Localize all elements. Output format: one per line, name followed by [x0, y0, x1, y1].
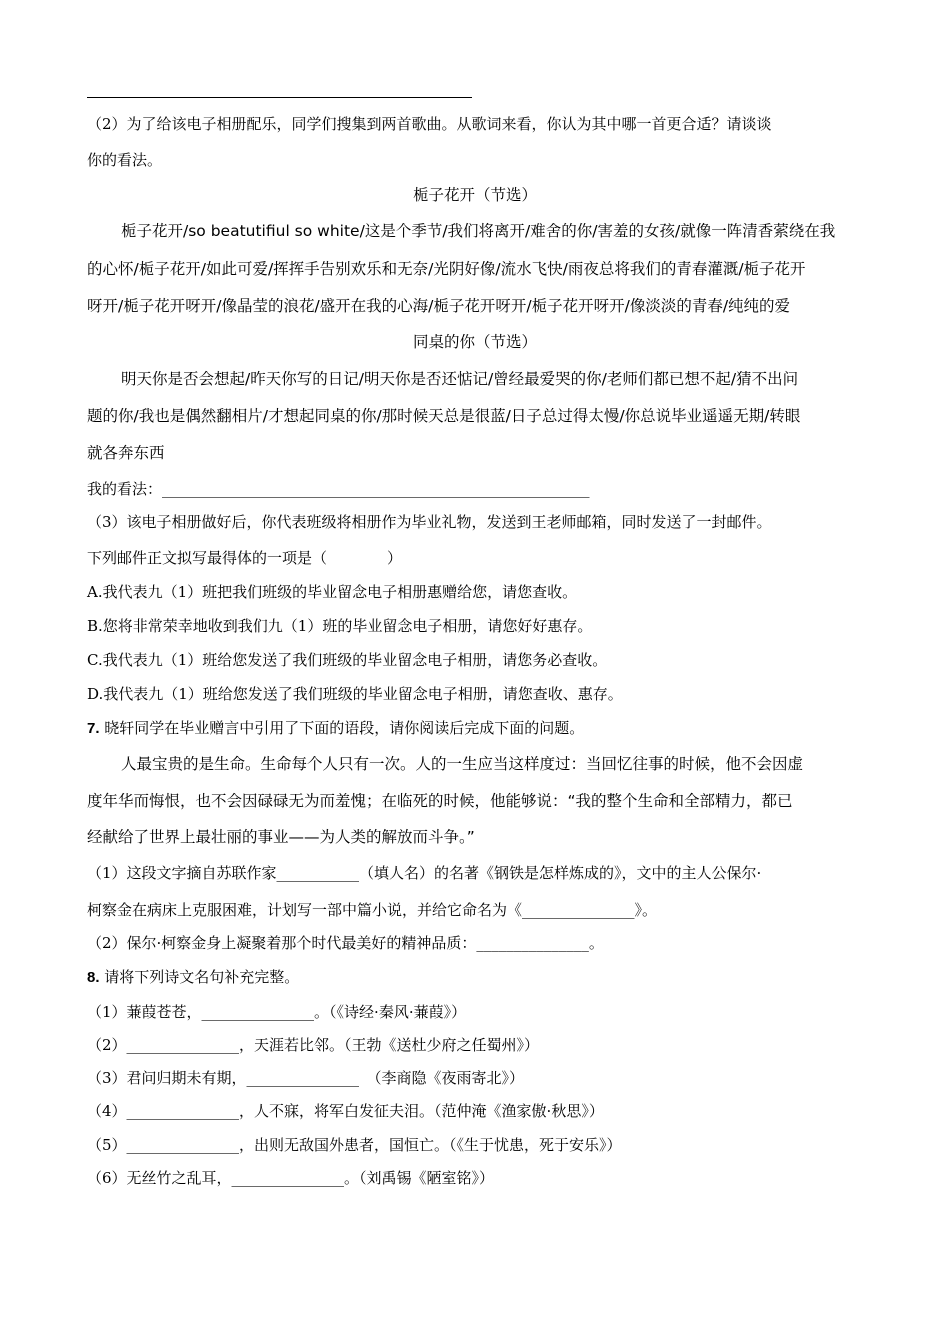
q8-item: （6）无丝竹之乱耳，_______________。（刘禹锡《陋室铭》）: [87, 1169, 495, 1187]
q7-part2: （2）保尔·柯察金身上凝聚着那个时代最美好的精神品质：_______________。: [87, 934, 604, 952]
option-d: D.我代表九（1）班给您发送了我们班级的毕业留念电子相册，请您查收、惠存。: [87, 685, 623, 703]
q8-item: （4）_______________，人不寐，将军白发征夫泪。（范仲淹《渔家傲·秋思》）: [87, 1102, 604, 1120]
song1-title: 栀子花开（节选）: [412, 186, 537, 204]
q6-part2-line2: 你的看法。: [87, 151, 163, 169]
q8-item: （2）_______________，天涯若比邻。（王勃《送杜少府之任蜀州》）: [87, 1036, 540, 1054]
q7-passage-line: 经献给了世界上最壮丽的事业——为人类的解放而斗争。”: [87, 828, 475, 846]
question-7-text: 晓轩同学在毕业赠言中引用了下面的语段，请你阅读后完成下面的问题。: [99, 719, 585, 737]
question-8-number: 8.: [87, 969, 100, 986]
option-c: C.我代表九（1）班给您发送了我们班级的毕业留念电子相册，请您务必查收。: [87, 651, 608, 669]
song2-title: 同桌的你（节选）: [412, 333, 537, 351]
question-8-text: 请将下列诗文名句补充完整。: [99, 968, 300, 986]
song2-line: 就各奔东西: [87, 444, 165, 462]
q8-item: （5）_______________，出则无敌国外患者，国恒亡。（《生于忧患，死于安乐》）: [87, 1136, 622, 1154]
song2-line: 明天你是否会想起/昨天你写的日记/明天你是否还惦记/曾经最爱哭的你/老师们都已想不起/猜不出问: [121, 370, 799, 388]
q6-part3-line2: 下列邮件正文拟写最得体的一项是（ ）: [87, 549, 403, 567]
my-view-answer-line: 我的看法：_________________________________________________________: [87, 480, 590, 498]
question-8-stem: [87, 967, 867, 988]
option-a: A.我代表九（1）班把我们班级的毕业留念电子相册惠赠给您，请您查收。: [87, 583, 578, 601]
option-b: B.您将非常荣幸地收到我们九（1）班的毕业留念电子相册，请您好好惠存。: [87, 617, 593, 635]
q7-passage-line: 人最宝贵的是生命。生命每个人只有一次。人的一生应当这样度过：当回忆往事的时候，他不会因虚: [121, 755, 804, 773]
q7-passage-line: 度年华而悔恨，也不会因碌碌无为而羞愧；在临死的时候，他能够说：“我的整个生命和全部精力，都已: [87, 792, 793, 810]
question-7-stem: [87, 718, 867, 739]
question-7-number: 7.: [87, 720, 100, 737]
song1-line: 呀开/栀子花开呀开/像晶莹的浪花/盛开在我的心海/栀子花开呀开/栀子花开呀开/像淡淡的青春/纯纯的爱: [87, 297, 791, 315]
q7-part1-line1: （1）这段文字摘自苏联作家___________（填人名）的名著《钢铁是怎样炼成的》，文中的主人公保尔·: [87, 864, 762, 882]
song2-line: 题的你/我也是偶然翻相片/才想起同桌的你/那时候天总是很蓝/日子总过得太慢/你总说毕业遥遥无期/转眼: [87, 407, 801, 425]
q6-part2-line1: （2）为了给该电子相册配乐，同学们搜集到两首歌曲。从歌词来看，你认为其中哪一首更合适？请谈谈: [87, 115, 772, 133]
song1-line: 栀子花开/so beatutifiul so white/这是个季节/我们将离开/难舍的你/害羞的女孩/就像一阵清香萦绕在我: [121, 222, 836, 240]
q6-part3-line1: （3）该电子相册做好后，你代表班级将相册作为毕业礼物，发送到王老师邮箱，同时发送了一封邮件。: [87, 513, 772, 531]
q8-item: （1）蒹葭苍苍，_______________。（《诗经·秦风·蒹葭》）: [87, 1003, 467, 1021]
q7-part1-line2: 柯察金在病床上克服困难，计划写一部中篇小说，并给它命名为《_______________》。: [87, 901, 658, 919]
song1-line: 的心怀/栀子花开/如此可爱/挥挥手告别欢乐和无奈/光阴好像/流水飞快/雨夜总将我们的青春灌溉/栀子花开: [87, 260, 806, 278]
q8-item: （3）君问归期未有期，_______________ （李商隐《夜雨寄北》）: [87, 1069, 525, 1087]
top-rule: [87, 97, 472, 98]
